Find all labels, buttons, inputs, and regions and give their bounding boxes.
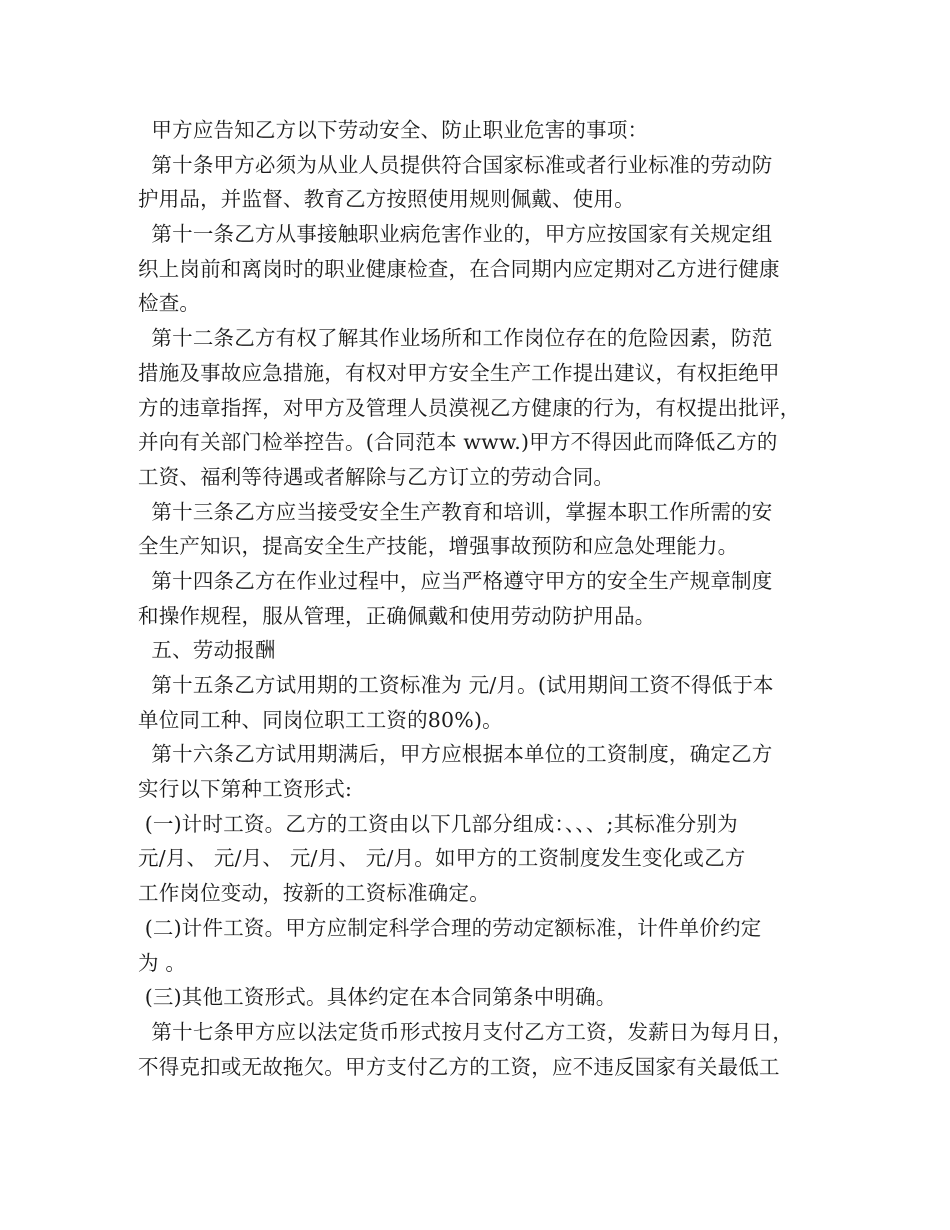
text-line: 第十五条乙方试用期的工资标准为 元/月。(试用期间工资不得低于本	[138, 673, 774, 697]
text-line: 第十条甲方必须为从业人员提供符合国家标准或者行业标准的劳动防	[138, 152, 773, 177]
document-body	[138, 113, 818, 1084]
text-line: (三)其他工资形式。具体约定在本合同第条中明确。	[138, 985, 617, 1010]
text-line: 第十三条乙方应当接受安全生产教育和培训，掌握本职工作所需的安	[138, 499, 773, 524]
text-line: 实行以下第种工资形式:	[138, 777, 353, 802]
section-heading: 五、劳动报酬	[138, 638, 276, 663]
text-line: 为 。	[138, 950, 187, 975]
text-line: 甲方应告知乙方以下劳动安全、防止职业危害的事项：	[138, 118, 649, 142]
text-line: (一)计时工资。乙方的工资由以下几部分组成：、、、;其标准分别为	[138, 811, 738, 836]
text-line: 元/月、 元/月、 元/月、 元/月。如甲方的工资制度发生变化或乙方	[138, 846, 746, 871]
text-line: 第十六条乙方试用期满后，甲方应根据本单位的工资制度，确定乙方	[138, 742, 773, 767]
text-line: 工作岗位变动，按新的工资标准确定。	[138, 881, 490, 906]
text-line: 全生产知识，提高安全生产技能，增强事故预防和应急处理能力。	[138, 534, 739, 559]
text-line: 方的违章指挥，对甲方及管理人员漠视乙方健康的行为，有权提出批评，	[138, 395, 801, 420]
text-line: 措施及事故应急措施，有权对甲方安全生产工作提出建议，有权拒绝甲	[138, 360, 780, 385]
text-line: (二)计件工资。甲方应制定科学合理的劳动定额标准，计件单价约定	[138, 915, 762, 940]
text-line: 工资、福利等待遇或者解除与乙方订立的劳动合同。	[138, 464, 615, 489]
text-line: 不得克扣或无故拖欠。甲方支付乙方的工资，应不违反国家有关最低工	[138, 1054, 780, 1079]
text-line: 织上岗前和离岗时的职业健康检查，在合同期内应定期对乙方进行健康	[138, 256, 780, 281]
text-line: 单位同工种、同岗位职工工资的80%)。	[138, 707, 503, 732]
text-line: 并向有关部门检举控告。(合同范本 www.)甲方不得因此而降低乙方的	[138, 430, 778, 455]
text-line: 第十二条乙方有权了解其作业场所和工作岗位存在的危险因素，防范	[138, 326, 773, 351]
text-line: 第十七条甲方应以法定货币形式按月支付乙方工资，发薪日为每月日，	[138, 1019, 794, 1044]
text-line: 检查。	[138, 291, 201, 316]
text-line: 第十四条乙方在作业过程中，应当严格遵守甲方的安全生产规章制度	[138, 568, 773, 593]
text-line: 和操作规程，服从管理，正确佩戴和使用劳动防护用品。	[138, 603, 656, 628]
text-line: 护用品，并监督、教育乙方按照使用规则佩戴、使用。	[138, 187, 635, 212]
text-line: 第十一条乙方从事接触职业病危害作业的，甲方应按国家有关规定组	[138, 222, 773, 247]
